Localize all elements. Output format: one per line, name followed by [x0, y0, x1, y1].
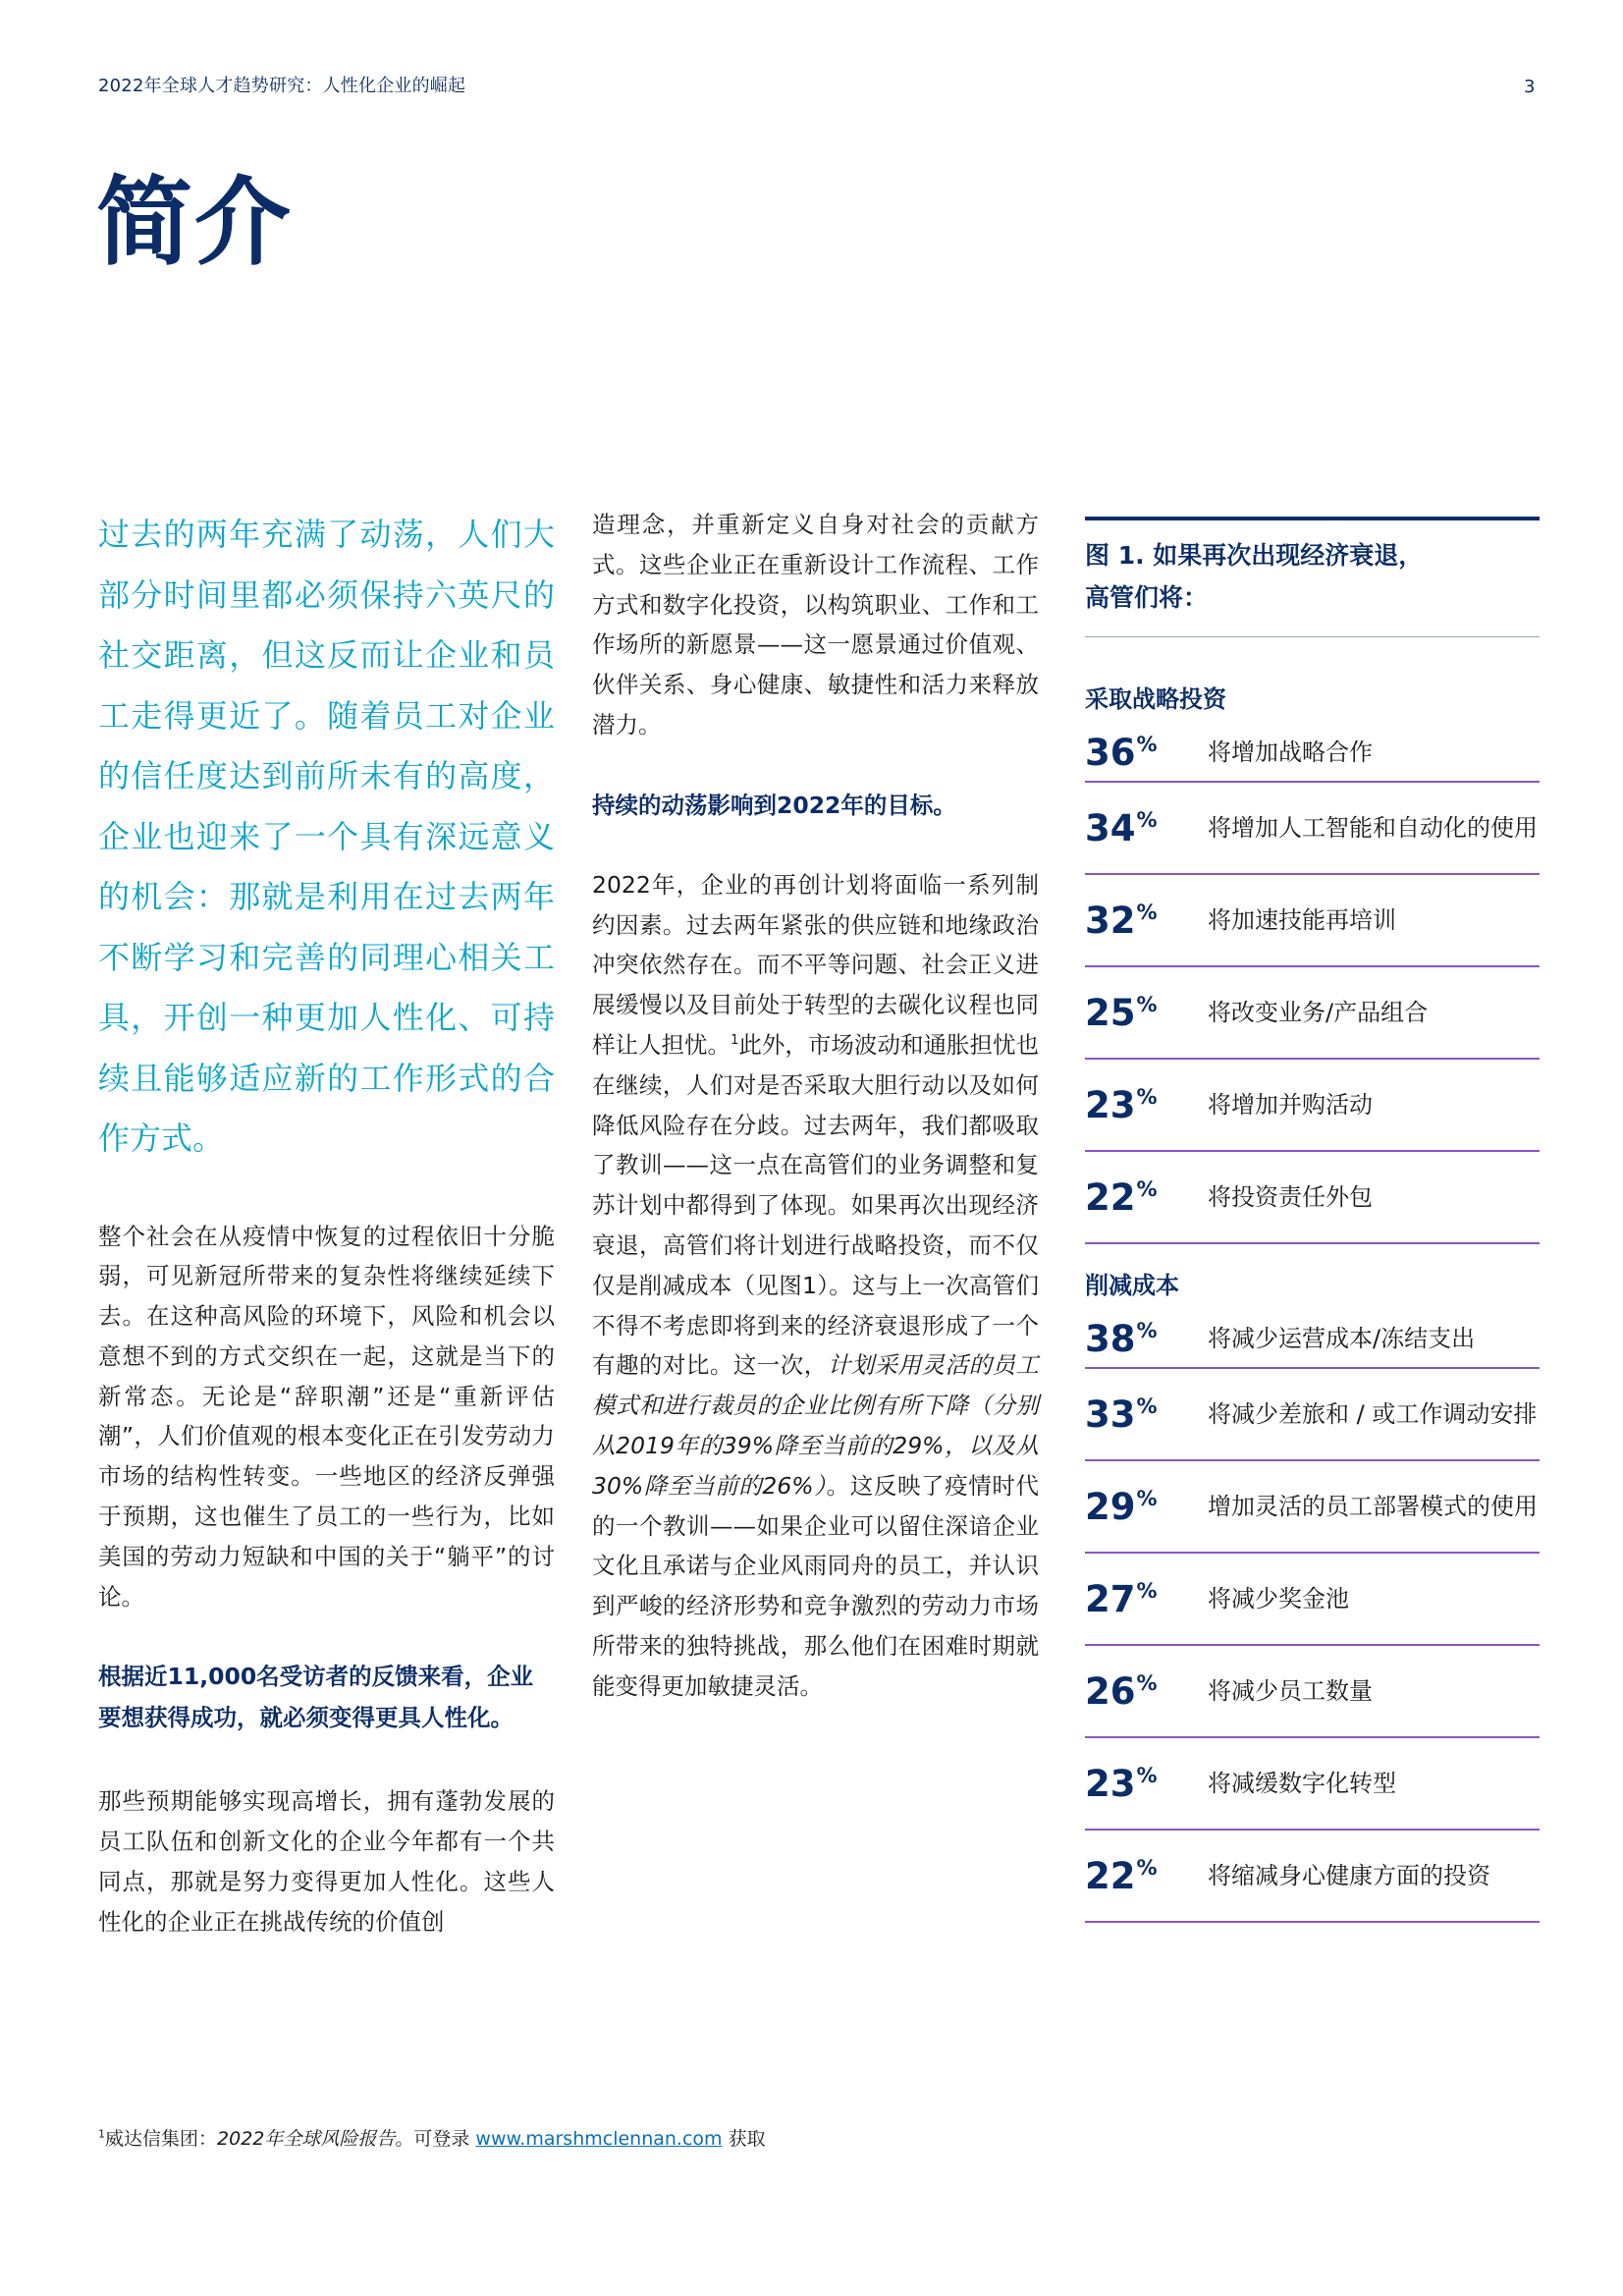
percent-sign: % [1136, 1764, 1158, 1788]
body-paragraph: 那些预期能够实现高增长，拥有蓬勃发展的员工队伍和创新文化的企业今年都有一个共同点，那就是努力变得更加人性化。这些人性化的企业正在挑战传统的价值创 [98, 1787, 555, 1936]
stat-percent [1085, 1317, 1208, 1360]
percent-sign: % [1136, 733, 1158, 757]
percent-sign: % [1136, 1671, 1158, 1696]
figure-panel [1085, 517, 1540, 1923]
stat-percent [1085, 806, 1208, 849]
stat-percent [1085, 1175, 1208, 1219]
stat-value: 34 [1085, 806, 1136, 849]
stat-percent [1085, 1485, 1208, 1528]
percent-sign: % [1136, 1856, 1158, 1881]
figure-title-line: 高管们将： [1085, 583, 1209, 612]
text-run: 此外，市场波动和通胀担忧也在继续，人们对是否采取大胆行动以及如何降低风险存在分歧。过去两年，我们都吸取了教训——这一点在高管们的业务调整和复苏计划中都得到了体现。如果再次出现经济衰退，高管们将计划进行战略投资，而不仅仅是削减成本（见图1）。这与上一次高管们不得不考虑即将到来的经济衰退形成了一个有趣的对比。这一次， [592, 1030, 1040, 1380]
stat-label: 将增加战略合作 [1208, 738, 1373, 766]
stat-label: 增加灵活的员工部署模式的使用 [1208, 1493, 1538, 1520]
stat-row [1085, 1152, 1540, 1244]
stat-label: 将增加并购活动 [1208, 1091, 1373, 1119]
stat-row [1085, 1738, 1540, 1831]
stat-value: 25 [1085, 991, 1136, 1034]
stat-row [1085, 1461, 1540, 1554]
footnote [98, 2124, 766, 2151]
percent-sign: % [1136, 901, 1158, 925]
stat-row [1085, 1060, 1540, 1152]
stat-row [1085, 967, 1540, 1060]
figure-title-line: 图 1. 如果再次出现经济衰退， [1085, 541, 1424, 570]
percent-sign: % [1136, 1394, 1158, 1419]
figure-groups [1085, 684, 1540, 1923]
stat-row [1085, 1646, 1540, 1738]
percent-sign: % [1136, 1319, 1158, 1343]
stat-label: 将投资责任外包 [1208, 1183, 1373, 1211]
footnote-ref: 1 [730, 1033, 739, 1049]
stat-value: 36 [1085, 731, 1136, 774]
stat-label: 将减少奖金池 [1208, 1585, 1349, 1613]
stat-row [1085, 1310, 1540, 1369]
stat-percent [1085, 1854, 1208, 1897]
stat-value: 23 [1085, 1762, 1136, 1805]
stat-percent [1085, 1669, 1208, 1713]
stat-label: 将减缓数字化转型 [1208, 1770, 1396, 1797]
stat-percent [1085, 1762, 1208, 1805]
lead-paragraph: 过去的两年充满了动荡，人们大部分时间里都必须保持六英尺的社交距离，但这反而让企业和员工走得更近了。随着员工对企业的信任度达到前所未有的高度，企业也迎来了一个具有深远意义的机会：那就是利用在过去两年不断学习和完善的同理心相关工具，开创一种更加人性化、可持续且能够适应新的工作形式的合作方式。 [98, 516, 555, 1157]
figure-group-heading: 采取战略投资 [1085, 685, 1226, 713]
section-heading: 持续的动荡影响到2022年的目标。 [592, 791, 956, 819]
percent-sign: % [1136, 1579, 1158, 1604]
stat-value: 23 [1085, 1083, 1136, 1126]
footnote-number: 1 [98, 2127, 105, 2141]
stat-percent [1085, 991, 1208, 1034]
stat-label: 将加速技能再培训 [1208, 906, 1396, 934]
stat-row [1085, 724, 1540, 783]
figure-top-rule [1085, 517, 1540, 520]
footnote-text: 获取 [722, 2128, 766, 2150]
footnote-text: 。可登录 [395, 2128, 476, 2150]
stat-value: 29 [1085, 1485, 1136, 1528]
footnote-link[interactable]: www.marshmclennan.com [475, 2128, 723, 2150]
stat-label: 将减少运营成本/冻结支出 [1208, 1325, 1476, 1352]
text-run: 。这反映了疫情时代的一个教训——如果企业可以留住深谙企业文化且承诺与企业风雨同舟的员工，并认识到严峻的经济形势和竞争激烈的劳动力市场所带来的独特挑战，那么他们在困难时期就能变得更加敏捷灵活。 [592, 1471, 1039, 1700]
stat-value: 26 [1085, 1669, 1136, 1713]
stat-value: 38 [1085, 1317, 1136, 1360]
figure-divider [1085, 636, 1540, 637]
figure-title [1085, 534, 1540, 619]
stat-percent [1085, 899, 1208, 942]
footnote-text: 威达信集团： [105, 2128, 218, 2150]
column-middle [592, 505, 1039, 1707]
stat-percent [1085, 1577, 1208, 1620]
stat-label: 将缩减身心健康方面的投资 [1208, 1862, 1490, 1889]
stat-row [1085, 783, 1540, 875]
running-header: 2022年全球人才趋势研究：人性化企业的崛起 [98, 76, 466, 96]
stat-label: 将减少差旅和 / 或工作调动安排 [1208, 1400, 1538, 1428]
body-paragraph: 造理念，并重新定义自身对社会的贡献方式。这些企业正在重新设计工作流程、工作方式和数字化投资，以构筑职业、工作和工作场所的新愿景——这一愿景通过价值观、伙伴关系、身心健康、敏捷性和活力来释放潜力。 [592, 511, 1039, 738]
stat-row [1085, 1831, 1540, 1923]
figure-group-heading: 削减成本 [1085, 1272, 1179, 1299]
stat-row [1085, 1369, 1540, 1461]
body-paragraph [592, 865, 1039, 1707]
stat-row [1085, 1554, 1540, 1646]
stat-row [1085, 875, 1540, 967]
stat-label: 将减少员工数量 [1208, 1677, 1373, 1705]
stat-value: 22 [1085, 1854, 1136, 1897]
stat-label: 将增加人工智能和自动化的使用 [1208, 814, 1538, 842]
text-run: 2022年，企业的再创计划将面临一系列制约因素。过去两年紧张的供应链和地缘政治冲突依然存在。而不平等问题、社会正义进展缓慢以及目前处于转型的去碳化议程也同样让人担忧。 [592, 870, 1039, 1059]
stat-label: 将改变业务/产品组合 [1208, 999, 1429, 1026]
stat-percent [1085, 1393, 1208, 1436]
percent-sign: % [1136, 1177, 1158, 1202]
italic-text: 计划采用灵活的员工模式和进行裁员的企业比例有所下降（分别从2019年的39%降至当前的29%，以及从30%降至当前的26%） [592, 1351, 1040, 1500]
page-title: 简介 [96, 167, 294, 279]
page-number: 3 [1524, 77, 1536, 97]
percent-sign: % [1136, 993, 1158, 1017]
percent-sign: % [1136, 808, 1158, 833]
body-paragraph: 整个社会在从疫情中恢复的过程依旧十分脆弱，可见新冠所带来的复杂性将继续延续下去。在这种高风险的环境下，风险和机会以意想不到的方式交织在一起，这就是当下的新常态。无论是“辞职潮”还是“重新评估潮”，人们价值观的根本变化正在引发劳动力市场的结构性转变。一些地区的经济反弹强于预期，这也催生了员工的一些行为，比如美国的劳动力短缺和中国的关于“躺平”的讨论。 [98, 1222, 555, 1611]
column-left [98, 505, 555, 1942]
stat-value: 27 [1085, 1577, 1136, 1620]
stat-percent [1085, 1083, 1208, 1126]
stat-value: 22 [1085, 1175, 1136, 1219]
stat-value: 33 [1085, 1393, 1136, 1436]
stat-percent [1085, 731, 1208, 774]
percent-sign: % [1136, 1487, 1158, 1511]
percent-sign: % [1136, 1085, 1158, 1110]
bold-paragraph: 根据近11,000名受访者的反馈来看，企业要想获得成功，就必须变得更具人性化。 [98, 1663, 534, 1732]
footnote-report-title: 2022年全球风险报告 [217, 2128, 396, 2150]
stat-value: 32 [1085, 899, 1136, 942]
